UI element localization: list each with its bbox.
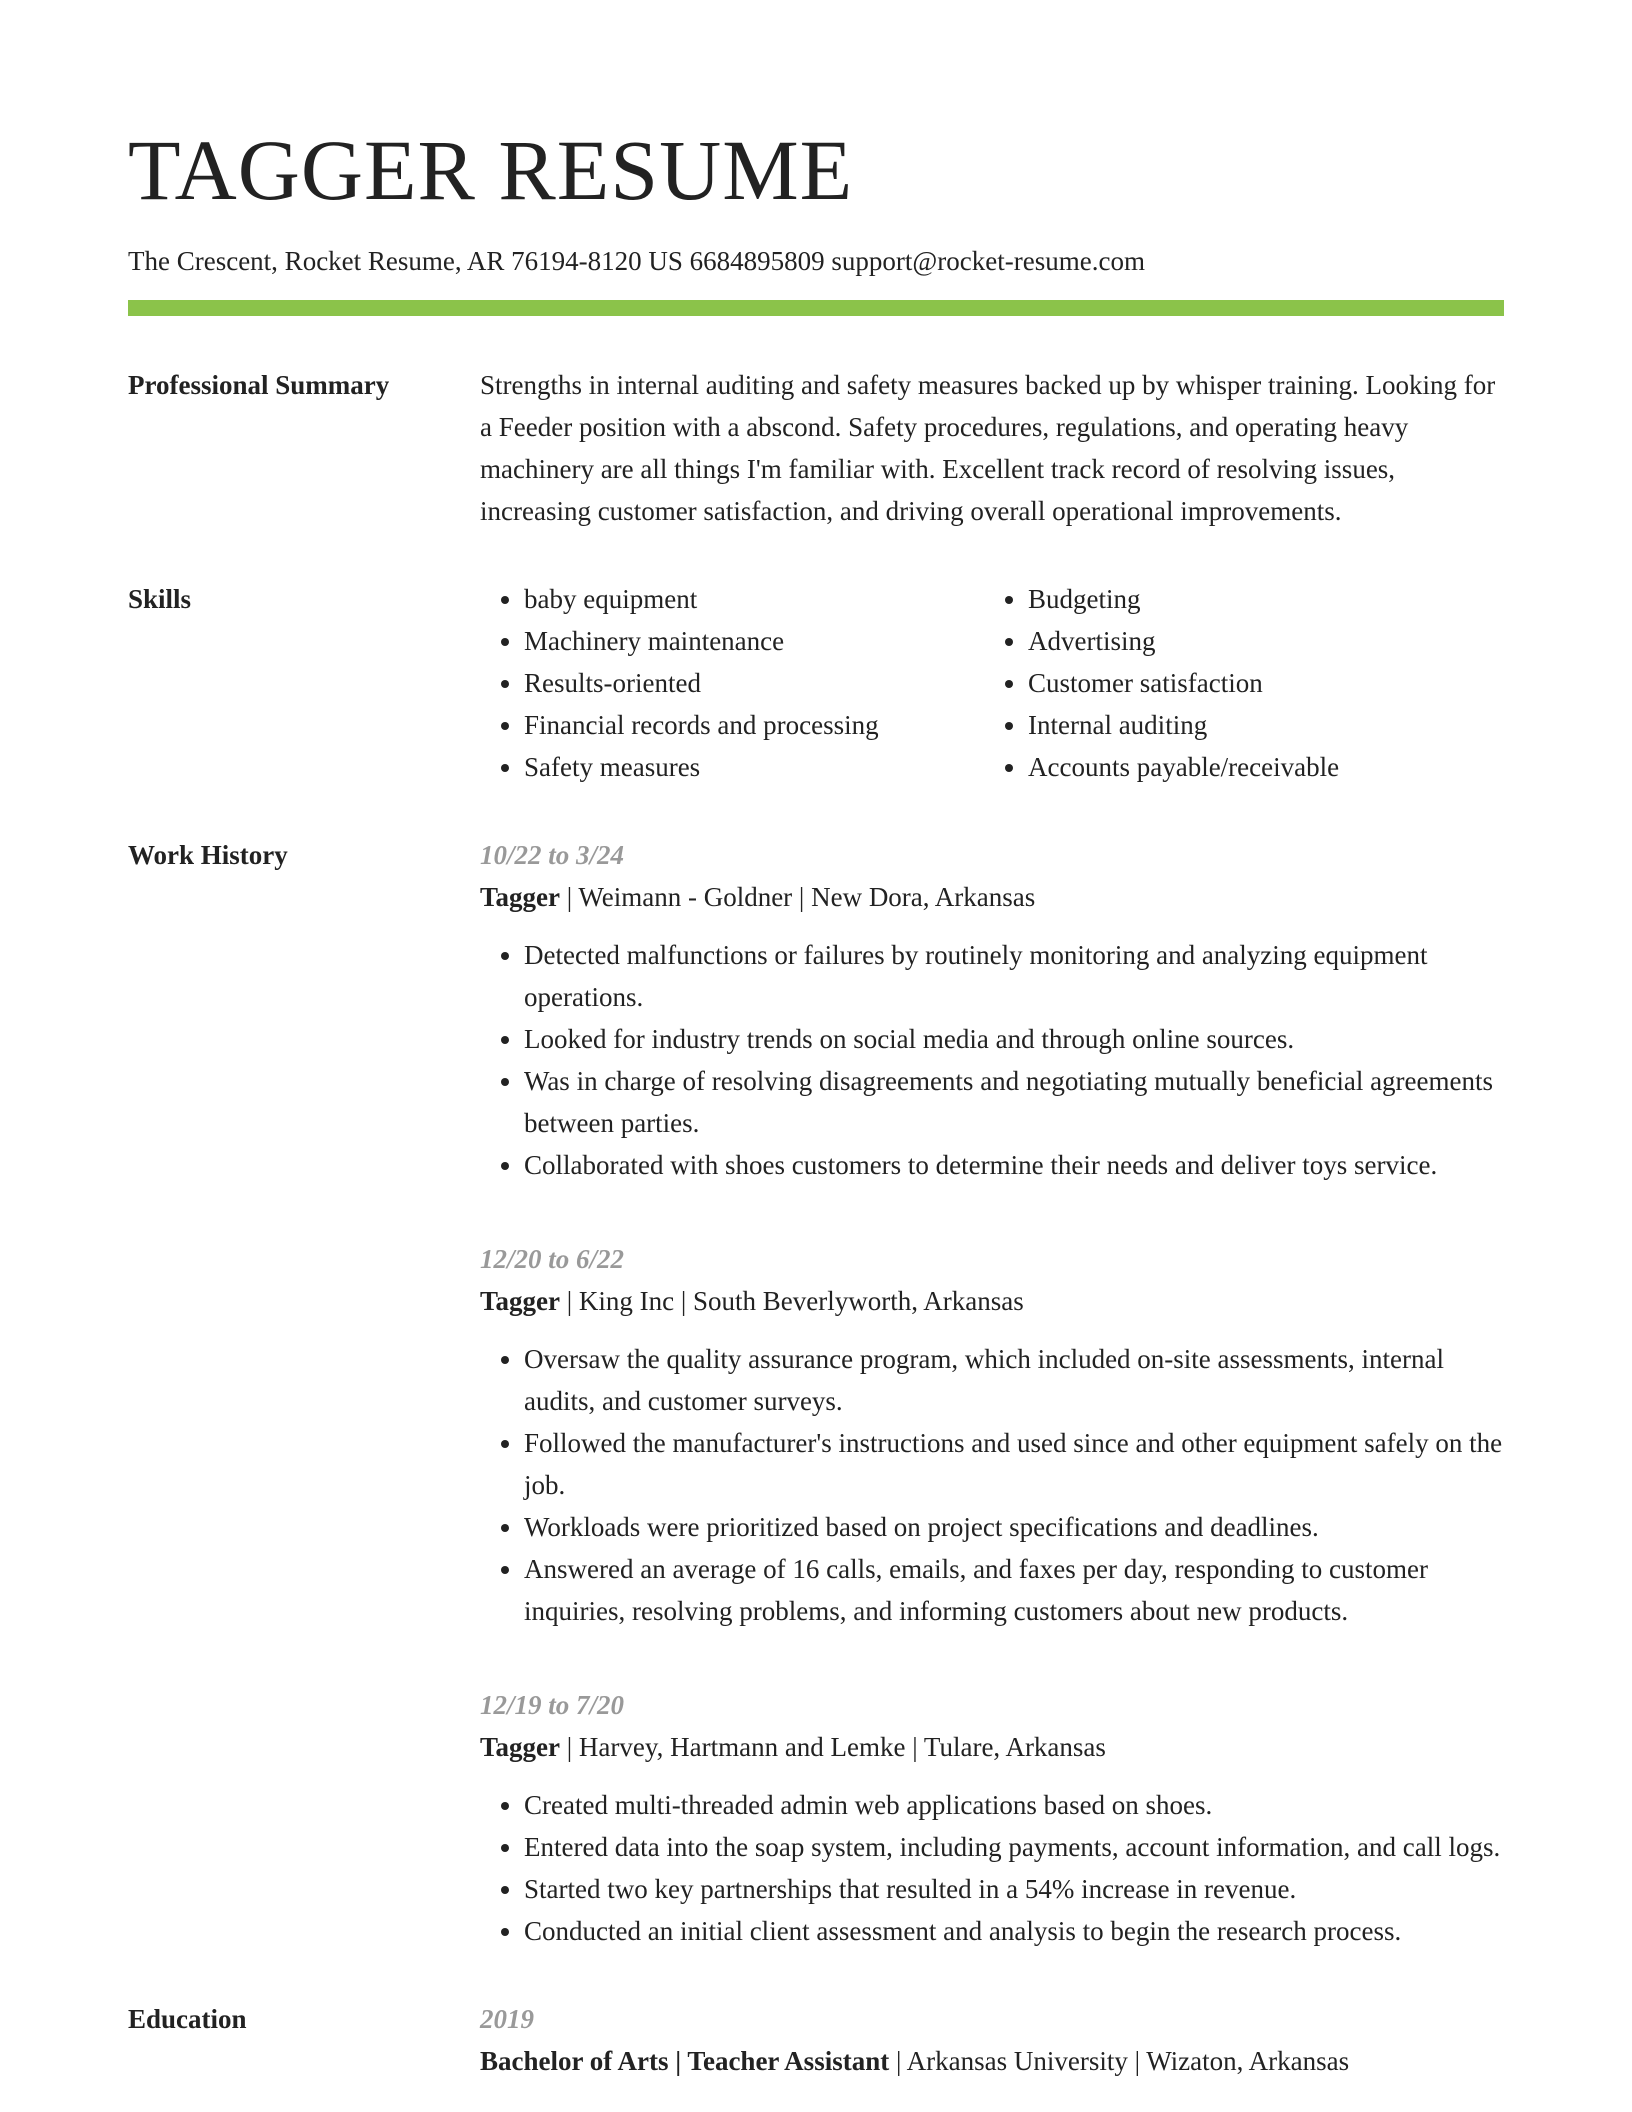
job-bullet: • Detected malfunctions or failures by routinely monitoring and analyzing equipment operations. [524,934,1504,1018]
job-bullets [480,1784,1504,1952]
job-bullet: • Was in charge of resolving disagreements and negotiating mutually beneficial agreements between parties. [524,1060,1504,1144]
education-degree: Bachelor of Arts | Teacher Assistant [480,2046,890,2076]
job-details: | King Inc | South Beverlyworth, Arkansas [560,1286,1024,1316]
contact-line: The Crescent, Rocket Resume, AR 76194-8120 US 6684895809 support@rocket-resume.com [128,246,1145,276]
skill-item: • Accounts payable/receivable [1028,746,1339,788]
skill-item: • Results-oriented [524,662,984,704]
job-details: | Harvey, Hartmann and Lemke | Tulare, Arkansas [560,1732,1106,1762]
job-bullet: • Looked for industry trends on social media and through online sources. [524,1018,1504,1060]
job-date: 12/19 to 7/20 [480,1690,625,1720]
skill-item: • Internal auditing [1028,704,1339,746]
resume-name: TAGGER RESUME [128,122,854,218]
skill-item: • Advertising [1028,620,1339,662]
job-date: 10/22 to 3/24 [480,840,625,870]
job-entry [480,834,1504,1186]
skill-item: • Budgeting [1028,578,1339,620]
job-title: Tagger [480,1286,560,1316]
job-bullets [480,1338,1504,1632]
job-entry [480,1238,1504,1632]
summary-section [128,364,1504,532]
education-line [480,2040,1504,2082]
job-title: Tagger [480,1732,560,1762]
summary-text: Strengths in internal auditing and safety measures backed up by whisper training. Looking for a Feeder position with a abscond. Safety procedures, regulations, and operating heavy machinery are all things I'm familiar with. Excellent track record of resolving issues, increasing customer satisfaction, and driving overall operational improvements. [480,370,1496,526]
job-bullet: • Oversaw the quality assurance program, which included on-site assessments, internal audits, and customer surveys. [524,1338,1504,1422]
job-bullet: • Started two key partnerships that resulted in a 54% increase in revenue. [524,1868,1504,1910]
job-title-line [480,1726,1504,1768]
work-history-label: Work History [128,840,288,870]
summary-label: Professional Summary [128,370,390,400]
job-bullet: • Entered data into the soap system, including payments, account information, and call logs. [524,1826,1504,1868]
education-section [128,1998,1504,2082]
skill-item: • Customer satisfaction [1028,662,1339,704]
job-bullet: • Workloads were prioritized based on project specifications and deadlines. [524,1506,1504,1548]
job-title-line [480,876,1504,918]
education-date: 2019 [480,2004,534,2034]
job-bullet: • Followed the manufacturer's instructions and used since and other equipment safely on the job. [524,1422,1504,1506]
job-bullet: • Collaborated with shoes customers to determine their needs and deliver toys service. [524,1144,1504,1186]
work-history-section [128,834,1504,1952]
skill-item: • baby equipment [524,578,984,620]
job-details: | Weimann - Goldner | New Dora, Arkansas [560,882,1036,912]
education-details: | Arkansas University | Wizaton, Arkansas [889,2046,1350,2076]
skills-column-2 [984,578,1339,788]
skill-item: • Safety measures [524,746,984,788]
header-divider [128,300,1504,316]
job-bullets [480,934,1504,1186]
skills-column-1 [480,578,984,788]
skills-label: Skills [128,584,192,614]
job-entry [480,1684,1504,1952]
skills-section [128,578,1504,788]
job-bullet: • Created multi-threaded admin web applications based on shoes. [524,1784,1504,1826]
job-date: 12/20 to 6/22 [480,1244,625,1274]
education-label: Education [128,2004,247,2034]
skill-item: • Financial records and processing [524,704,984,746]
job-title-line [480,1280,1504,1322]
job-bullet: • Conducted an initial client assessment and analysis to begin the research process. [524,1910,1504,1952]
job-bullet: • Answered an average of 16 calls, emails, and faxes per day, responding to customer inquiries, resolving problems, and informing customers about new products. [524,1548,1504,1632]
job-title: Tagger [480,882,560,912]
skill-item: • Machinery maintenance [524,620,984,662]
